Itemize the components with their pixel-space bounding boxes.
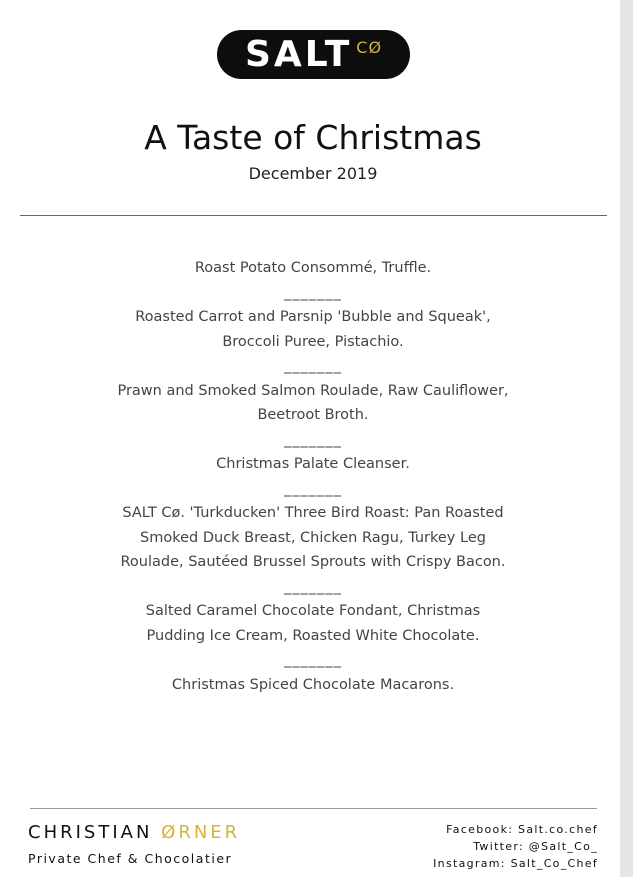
course-line: Pudding Ice Cream, Roasted White Chocolate. (146, 627, 480, 644)
footer-divider (30, 808, 597, 809)
logo-wordmark: SALT (244, 34, 353, 75)
menu-course (0, 256, 626, 281)
chef-last-name: ØRNER (161, 822, 241, 843)
twitter-handle: Twitter: @Salt_Co_ (473, 840, 598, 853)
course-line: SALT Cø. 'Turkducken' Three Bird Roast: Pan Roasted (122, 505, 504, 521)
menu-course (0, 501, 626, 575)
course-line: Christmas Spiced Chocolate Macarons. (171, 676, 455, 693)
course-separator: _______ (284, 578, 342, 595)
course-separator: _______ (284, 652, 342, 668)
course-line: Broccoli Puree, Pistachio. (222, 333, 404, 350)
course-line: Salted Caramel Chocolate Fondant, Christmas (145, 603, 481, 619)
course-separator: _______ (284, 431, 342, 448)
course-line: Roast Potato Consommé, Truffle. (194, 260, 432, 276)
menu-course (0, 452, 626, 477)
course-line: Roulade, Sautéed Brussel Sprouts with Crispy Bacon. (120, 554, 506, 570)
course-line: Christmas Palate Cleanser. (216, 456, 410, 472)
menu-course (0, 379, 626, 428)
social-links (433, 821, 598, 872)
header-divider (20, 215, 607, 216)
instagram-handle: Instagram: Salt_Co_Chef (433, 857, 598, 870)
menu-courses (0, 256, 626, 697)
chef-role: Private Chef & Chocolatier (28, 851, 233, 866)
menu-date: December 2019 (248, 164, 378, 183)
menu-title: A Taste of Christmas (144, 118, 482, 157)
menu-course (0, 599, 626, 648)
course-line: Prawn and Smoked Salmon Roulade, Raw Cauliflower, (117, 382, 509, 399)
course-line: Beetroot Broth. (257, 407, 369, 423)
course-separator: _______ (284, 284, 342, 301)
course-separator: _______ (284, 480, 342, 497)
salt-co-logo (217, 30, 410, 79)
facebook-handle: Facebook: Salt.co.chef (446, 823, 598, 836)
course-separator: _______ (284, 358, 342, 374)
course-line: Roasted Carrot and Parsnip 'Bubble and Squeak', (135, 309, 491, 325)
course-line: Smoked Duck Breast, Chicken Ragu, Turkey Leg (140, 529, 486, 546)
menu-course (0, 673, 626, 698)
logo-superscript: CØ (356, 38, 383, 57)
chef-name (28, 822, 240, 843)
menu-course (0, 305, 626, 354)
chef-first-name: CHRISTIAN (28, 822, 153, 843)
